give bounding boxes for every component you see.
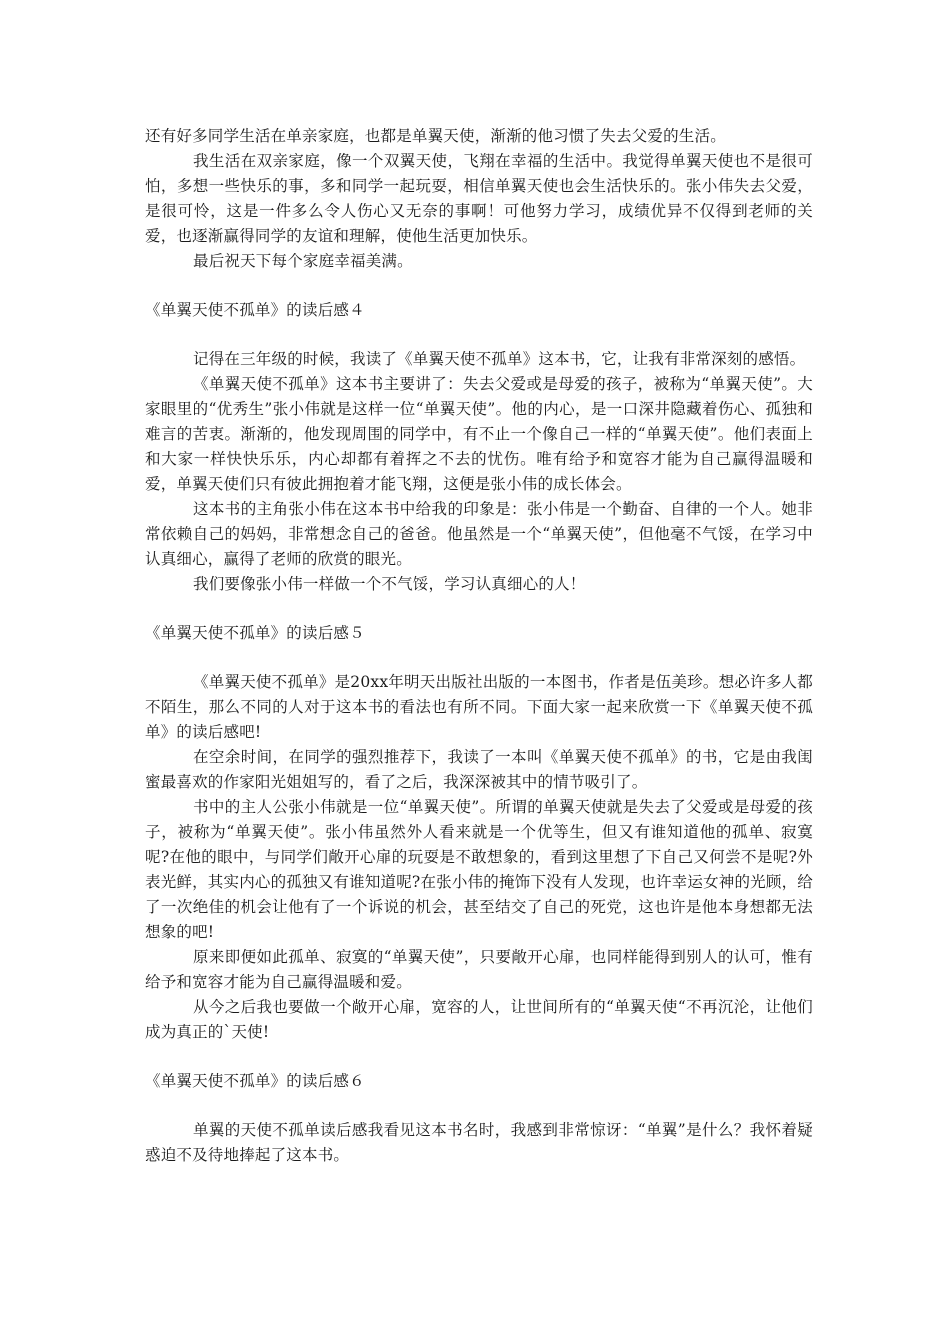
paragraph: 单翼的天使不孤单读后感我看见这本书名时，我感到非常惊讶：“单翼”是什么？我怀着疑惑迫不及待地捧起了这本书。: [145, 1121, 813, 1164]
paragraph: 我们要像张小伟一样做一个不气馁，学习认真细心的人！: [193, 575, 586, 593]
paragraph: 我生活在双亲家庭，像一个双翼天使，飞翔在幸福的生活中。我觉得单翼天使也不是很可怕，多想一些快乐的事，多和同学一起玩耍，相信单翼天使也会生活快乐的。张小伟失去父爱，是很可怜，这是一件多么令人伤心又无奈的事啊！可他努力学习，成绩优异不仅得到老师的关爱，也逐渐赢得同学的友谊和理解，使他生活更加快乐。: [145, 152, 813, 245]
paragraph: 从今之后我也要做一个敞开心扉，宽容的人，让世间所有的“单翼天使“不再沉沦，让他们成为真正的`天使!: [145, 998, 813, 1041]
paragraph: 《单翼天使不孤单》是20xx年明天出版社出版的一本图书，作者是伍美珍。想必许多人都不陌生，那么不同的人对于这本书的看法也有所不同。下面大家一起来欣赏一下《单翼天使不孤单》的读后感吧!: [145, 673, 813, 741]
section-heading: 《单翼天使不孤单》的读后感６: [145, 1072, 365, 1090]
paragraph: 原来即便如此孤单、寂寞的“单翼天使”，只要敞开心扉，也同样能得到别人的认可，惟有给予和宽容才能为自己赢得温暖和爱。: [145, 948, 813, 991]
document-page: [145, 124, 813, 1168]
paragraph: 这本书的主角张小伟在这本书中给我的印象是：张小伟是一个勤奋、自律的一个人。她非常依赖自己的妈妈，非常想念自己的爸爸。他虽然是一个“单翼天使”，但他毫不气馁，在学习中认真细心，赢得了老师的欣赏的眼光。: [145, 500, 813, 568]
paragraph: 还有好多同学生活在单亲家庭，也都是单翼天使，渐渐的他习惯了失去父爱的生活。: [145, 127, 726, 145]
paragraph: 记得在三年级的时候，我读了《单翼天使不孤单》这本书，它，让我有非常深刻的感悟。: [193, 350, 806, 368]
paragraph: 最后祝天下每个家庭幸福美满。: [193, 252, 413, 270]
section-heading: 《单翼天使不孤单》的读后感４: [145, 301, 365, 319]
paragraph: 在空余时间，在同学的强烈推荐下，我读了一本叫《单翼天使不孤单》的书，它是由我闺蜜最喜欢的作家阳光姐姐写的，看了之后，我深深被其中的情节吸引了。: [145, 748, 813, 791]
paragraph: 书中的主人公张小伟就是一位“单翼天使”。所谓的单翼天使就是失去了父爱或是母爱的孩子，被称为“单翼天使”。张小伟虽然外人看来就是一个优等生，但又有谁知道他的孤单、寂寞呢?在他的眼中，与同学们敞开心扉的玩耍是不敢想象的，看到这里想了下自己又何尝不是呢?外表光鲜，其实内心的孤独又有谁知道呢?在张小伟的掩饰下没有人发现，也许幸运女神的光顾，给了一次绝佳的机会让他有了一个诉说的机会，甚至结交了自己的死党，这也许是他本身想都无法想象的吧!: [145, 798, 813, 941]
paragraph: 《单翼天使不孤单》这本书主要讲了：失去父爱或是母爱的孩子，被称为“单翼天使”。大家眼里的“优秀生”张小伟就是这样一位“单翼天使”。他的内心，是一口深井隐藏着伤心、孤独和难言的苦衷。渐渐的，他发现周围的同学中，有不止一个像自己一样的“单翼天使”。他们表面上和大家一样快快乐乐，内心却都有着挥之不去的忧伤。唯有给予和宽容才能为自己赢得温暖和爱，单翼天使们只有彼此拥抱着才能飞翔，这便是张小伟的成长体会。: [145, 375, 813, 493]
section-heading: 《单翼天使不孤单》的读后感５: [145, 624, 365, 642]
